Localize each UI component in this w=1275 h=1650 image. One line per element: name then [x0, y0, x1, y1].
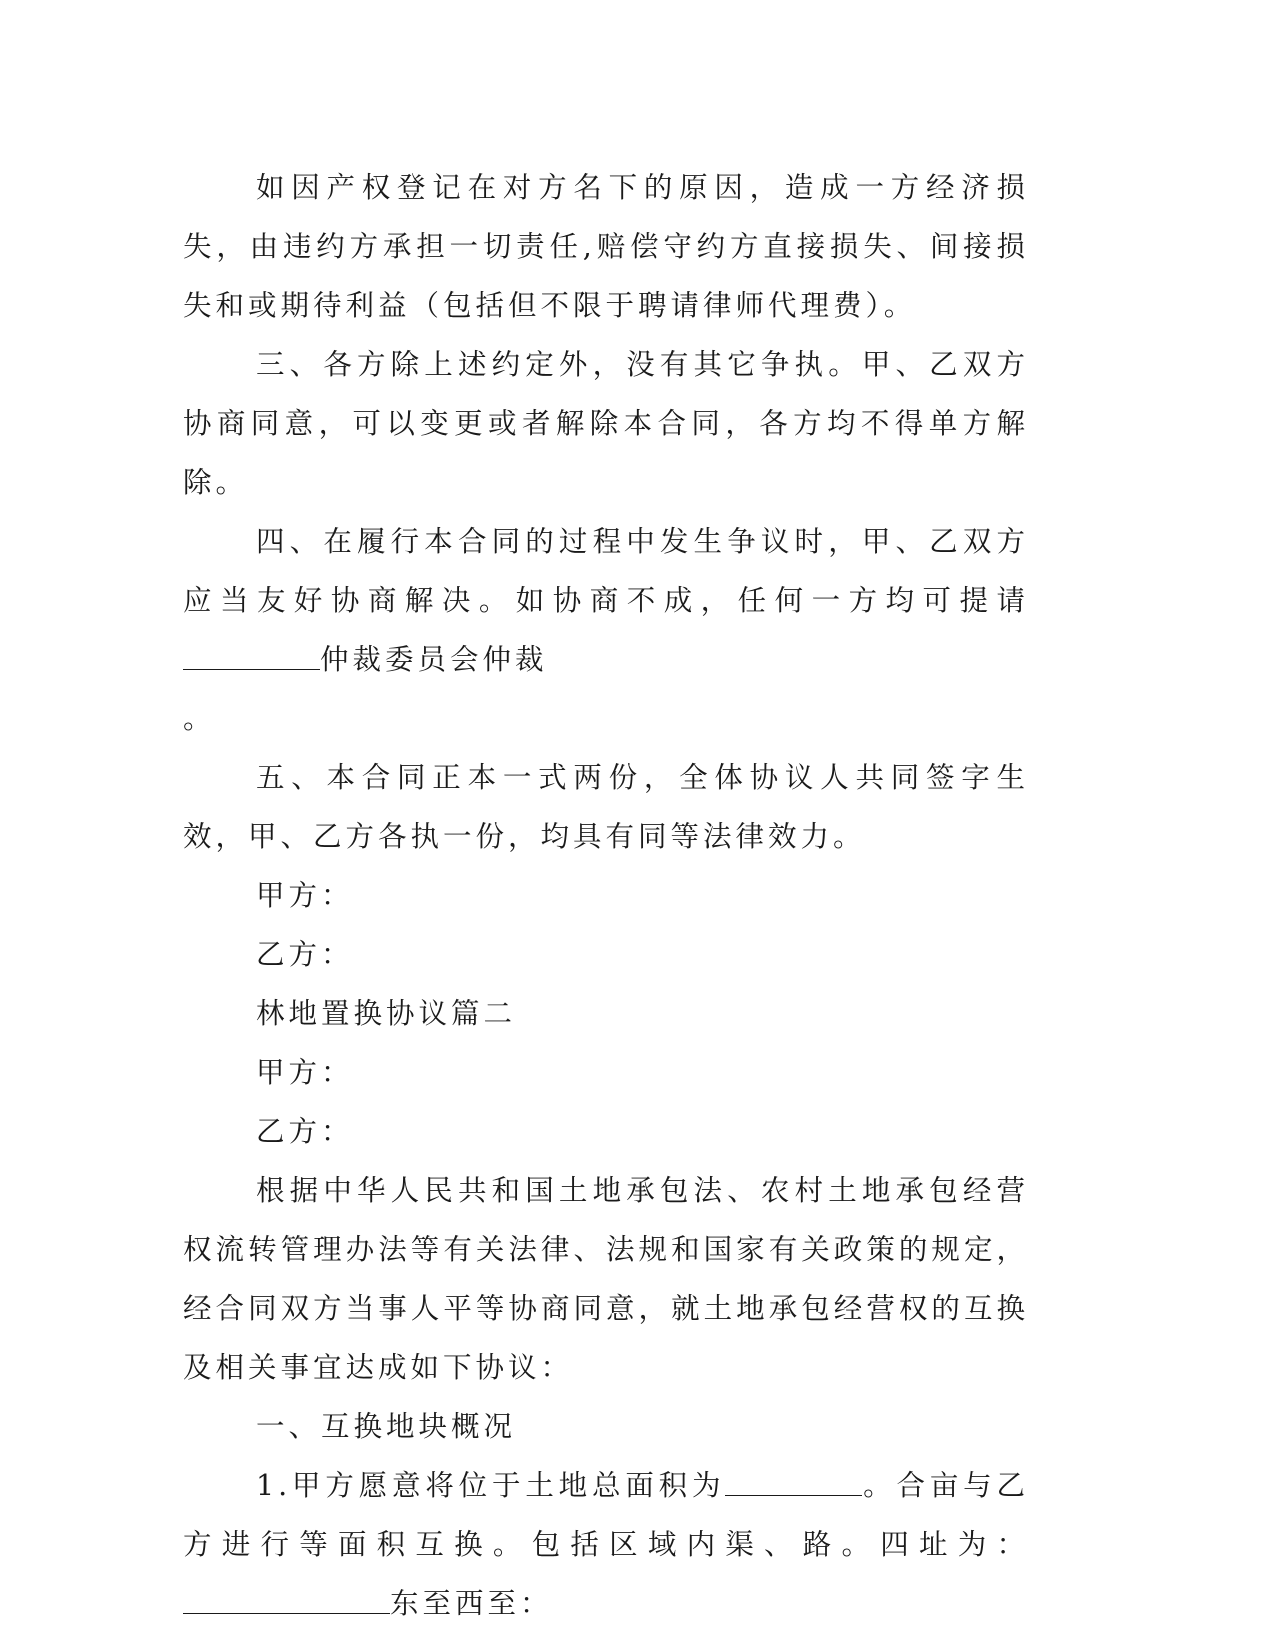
document-body: [183, 158, 1029, 1633]
preamble: 根据中华人民共和国土地承包法、农村土地承包经营权流转管理办法等有关法律、法规和国家有关政策的规定，经合同双方当事人平等协商同意，就土地承包经营权的互换及相关事宜达成如下协议：: [183, 1174, 1029, 1384]
party-b-label-1: 乙方：: [256, 938, 354, 971]
clause-4-text-before: 四、在履行本合同的过程中发生争议时，甲、乙双方应当友好协商解决。如协商不成，任何一方均可提请: [183, 525, 1029, 617]
item-1-text-after: 东至西至：: [390, 1587, 553, 1620]
area-blank: [725, 1468, 862, 1496]
clause-5: 五、本合同正本一式两份，全体协议人共同签字生效，甲、乙方各执一份，均具有同等法律效力。: [183, 761, 1029, 853]
clause-4-text-after: 仲裁委员会仲裁: [320, 643, 548, 676]
item-1-text-before: 1.甲方愿意将位于土地总面积为: [256, 1469, 726, 1502]
clause-4: [183, 512, 1029, 689]
item-1-text-middle: 。合亩与乙方进行等面积互换。包括区域内渠、路。四址为：: [183, 1469, 1029, 1561]
clause-2-continuation: 如因产权登记在对方名下的原因，造成一方经济损失，由违约方承担一切责任,赔偿守约方直接损失、间接损失和或期待利益（包括但不限于聘请律师代理费）。: [183, 171, 1029, 322]
section-title: 林地置换协议篇二: [256, 997, 517, 1030]
boundaries-blank: [183, 1586, 390, 1614]
heading-exchange-overview: 一、互换地块概况: [256, 1410, 517, 1443]
item-1: [183, 1456, 1029, 1633]
clause-3: 三、各方除上述约定外，没有其它争执。甲、乙双方协商同意，可以变更或者解除本合同，各方均不得单方解除。: [183, 348, 1029, 499]
arbitration-blank: [183, 642, 320, 670]
party-b-label-2: 乙方：: [256, 1115, 354, 1148]
party-a-label-1: 甲方：: [256, 879, 354, 912]
clause-4-end: 。: [183, 702, 216, 735]
party-a-label-2: 甲方：: [256, 1056, 354, 1089]
